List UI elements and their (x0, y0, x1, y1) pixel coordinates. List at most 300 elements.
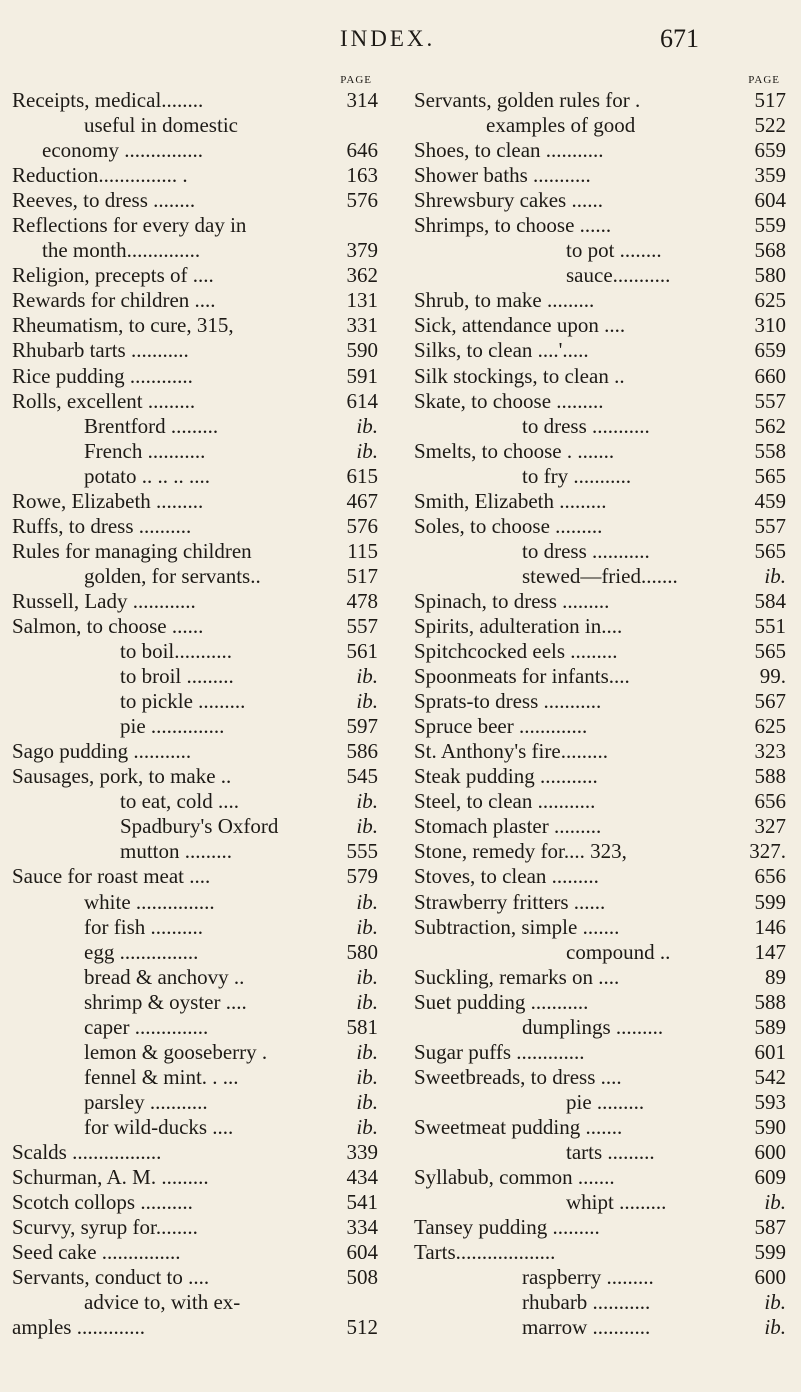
entry-page: 584 (754, 588, 786, 613)
entry-text: Smith, Elizabeth ......... (414, 488, 607, 513)
entry-page: 541 (346, 1190, 378, 1215)
entry-page: 310 (754, 313, 786, 338)
entry-text: Spoonmeats for infants.... (414, 664, 630, 689)
index-entry (414, 1065, 786, 1090)
entry-text: Sprats-to dress ........... (414, 689, 602, 714)
index-entry (12, 664, 378, 689)
entry-page: ib. (356, 989, 378, 1014)
entry-text: Reduction............... . (12, 163, 188, 188)
entry-page: ib. (764, 1315, 786, 1340)
index-entry (12, 1115, 378, 1140)
index-entry (12, 489, 378, 514)
entry-text: Sugar puffs ............. (414, 1039, 585, 1064)
index-entry (12, 514, 378, 539)
entry-page: 590 (346, 338, 378, 363)
index-entry (414, 188, 786, 213)
entry-text: Scurvy, syrup for........ (12, 1215, 198, 1240)
index-entry (414, 163, 786, 188)
entry-text: Rolls, excellent ......... (12, 388, 196, 413)
index-entry (12, 1165, 378, 1190)
entry-page: 600 (754, 1265, 786, 1290)
entry-page: ib. (356, 814, 378, 839)
index-entry (414, 915, 786, 940)
index-entry (414, 864, 786, 889)
entry-page: 615 (346, 463, 378, 488)
entry-text: Sago pudding ........... (12, 739, 192, 764)
entry-page: 522 (754, 113, 786, 138)
entry-text: Rhubarb tarts ........... (12, 338, 189, 363)
entry-page: 557 (754, 388, 786, 413)
entry-page: 557 (754, 513, 786, 538)
index-entry (12, 1040, 378, 1065)
entry-page: ib. (356, 689, 378, 714)
index-entry (414, 764, 786, 789)
index-entry (414, 1190, 786, 1215)
entry-text: Silk stockings, to clean .. (414, 363, 625, 388)
index-entry (414, 839, 786, 864)
entry-text: Spruce beer ............. (414, 714, 588, 739)
entry-page: 576 (346, 513, 378, 538)
page-number: 671 (660, 24, 699, 53)
entry-page: 331 (346, 313, 378, 338)
entry-page: ib. (356, 438, 378, 463)
entry-text: Shower baths ........... (414, 163, 591, 188)
entry-page: 600 (754, 1139, 786, 1164)
entry-page: ib. (356, 413, 378, 438)
entry-text: Tansey pudding ......... (414, 1215, 600, 1240)
index-entry (414, 539, 786, 564)
index-column-left (12, 74, 378, 1340)
entry-page: 609 (754, 1165, 786, 1190)
entry-text: Rheumatism, to cure, 315, (12, 313, 234, 338)
entry-page: 588 (754, 764, 786, 789)
entry-page: 614 (346, 388, 378, 413)
index-entry (12, 915, 378, 940)
index-entry (12, 1315, 378, 1340)
entry-page: 581 (346, 1014, 378, 1039)
index-entry (414, 589, 786, 614)
entry-page: 587 (754, 1215, 786, 1240)
entry-page: 565 (754, 463, 786, 488)
entry-text: dumplings ......... (522, 1014, 664, 1039)
index-entry (12, 464, 378, 489)
index-entry (12, 364, 378, 389)
index-entry (414, 489, 786, 514)
entry-page: 545 (346, 764, 378, 789)
entry-text: Sweetbreads, to dress .... (414, 1064, 622, 1089)
index-entry (12, 965, 378, 990)
entry-text: amples ............. (12, 1315, 145, 1340)
entry-page: ib. (356, 664, 378, 689)
index-column-right (414, 74, 786, 1340)
entry-text: Strawberry fritters ...... (414, 889, 606, 914)
index-entry (12, 1065, 378, 1090)
entry-text: Spitchcocked eels ......... (414, 639, 618, 664)
entry-text: Rowe, Elizabeth ......... (12, 488, 204, 513)
index-entry (414, 464, 786, 489)
index-entry (12, 238, 378, 263)
entry-page: 339 (346, 1139, 378, 1164)
entry-text: Subtraction, simple ....... (414, 914, 620, 939)
index-entry (414, 1165, 786, 1190)
entry-text: Rice pudding ............ (12, 363, 193, 388)
index-entry (12, 714, 378, 739)
entry-page: ib. (356, 964, 378, 989)
entry-page: 542 (754, 1064, 786, 1089)
entry-page: 147 (754, 939, 786, 964)
entry-text: Shrewsbury cakes ...... (414, 188, 603, 213)
entry-page: 588 (754, 989, 786, 1014)
entry-page: 89 (765, 964, 786, 989)
index-entry (414, 138, 786, 163)
index-entry (414, 1215, 786, 1240)
index-entry (12, 639, 378, 664)
entry-text: tarts ......... (566, 1139, 655, 1164)
index-entry (414, 714, 786, 739)
index-entry (12, 338, 378, 363)
entry-text: Ruffs, to dress .......... (12, 513, 192, 538)
index-entry (12, 288, 378, 313)
index-entry (12, 138, 378, 163)
entry-text: Stone, remedy for.... 323, (414, 839, 627, 864)
entry-text: Spadbury's Oxford (120, 814, 279, 839)
entry-page: 359 (754, 163, 786, 188)
index-entry (12, 890, 378, 915)
index-entry (12, 389, 378, 414)
entry-text: Stomach plaster ......... (414, 814, 602, 839)
index-entry (414, 1090, 786, 1115)
entry-text: bread & anchovy .. (84, 964, 245, 989)
entry-page: 163 (346, 163, 378, 188)
entry-text: Spinach, to dress ......... (414, 588, 610, 613)
index-entry (414, 614, 786, 639)
entry-page: 625 (754, 288, 786, 313)
entry-text: rhubarb ........... (522, 1290, 651, 1315)
entry-text: Salmon, to choose ...... (12, 613, 204, 638)
entry-page: 323 (754, 739, 786, 764)
page-column-label: PAGE (340, 74, 372, 86)
running-header (0, 14, 801, 54)
entry-text: French ........... (84, 438, 206, 463)
entry-text: Silks, to clean ....'..... (414, 338, 589, 363)
entry-text: Skate, to choose ......... (414, 388, 604, 413)
entry-text: economy ............... (42, 138, 203, 163)
entry-text: Reeves, to dress ........ (12, 188, 196, 213)
entry-page: 565 (754, 639, 786, 664)
entry-page: 601 (754, 1039, 786, 1064)
entry-page: ib. (356, 1039, 378, 1064)
index-entry (414, 213, 786, 238)
entry-page: 589 (754, 1014, 786, 1039)
index-entry (12, 1215, 378, 1240)
entry-text: Seed cake ............... (12, 1240, 181, 1265)
entry-page: 580 (346, 939, 378, 964)
entry-page: 508 (346, 1265, 378, 1290)
entry-page: 517 (346, 563, 378, 588)
entry-text: Shoes, to clean ........... (414, 138, 604, 163)
entry-text: pie .............. (120, 714, 225, 739)
entry-page: ib. (356, 914, 378, 939)
entry-page: 586 (346, 739, 378, 764)
index-entry (414, 439, 786, 464)
entry-page: 334 (346, 1215, 378, 1240)
entry-page: 604 (754, 188, 786, 213)
entry-text: Shrimps, to choose ...... (414, 213, 612, 238)
index-entry (414, 364, 786, 389)
entry-page: 478 (346, 588, 378, 613)
entry-text: to eat, cold .... (120, 789, 239, 814)
entry-text: Receipts, medical........ (12, 88, 204, 112)
entry-page: 568 (754, 238, 786, 263)
entry-text: pie ......... (566, 1089, 645, 1114)
entry-page: ib. (356, 789, 378, 814)
entry-page: 656 (754, 789, 786, 814)
index-entry (12, 614, 378, 639)
index-entry (414, 814, 786, 839)
entry-page: 599 (754, 889, 786, 914)
entry-text: Sauce for roast meat .... (12, 864, 211, 889)
index-entry (414, 1140, 786, 1165)
index-entry (12, 263, 378, 288)
index-entry (414, 965, 786, 990)
entry-page: 379 (346, 238, 378, 263)
index-entry (12, 1240, 378, 1265)
entry-text: parsley ........... (84, 1089, 208, 1114)
index-entry (414, 1015, 786, 1040)
entry-page: ib. (356, 1064, 378, 1089)
index-entry (414, 639, 786, 664)
entry-page: 558 (754, 438, 786, 463)
entry-page: 576 (346, 188, 378, 213)
entry-page: 599 (754, 1240, 786, 1265)
index-entry (414, 313, 786, 338)
page-column-label: PAGE (748, 74, 780, 86)
entry-page: ib. (764, 1290, 786, 1315)
entry-text: stewed—fried....... (522, 563, 678, 588)
entry-page: 551 (754, 613, 786, 638)
entry-text: useful in domestic (84, 113, 238, 138)
index-entry (12, 1015, 378, 1040)
entry-page: 565 (754, 538, 786, 563)
entry-text: Reflections for every day in (12, 213, 247, 238)
index-entry (414, 288, 786, 313)
entry-page: 597 (346, 714, 378, 739)
entry-page: ib. (356, 1089, 378, 1114)
entry-text: Russell, Lady ............ (12, 588, 196, 613)
entry-page: 115 (347, 538, 378, 563)
index-entry (12, 940, 378, 965)
index-entry (12, 113, 378, 138)
index-entry (12, 1290, 378, 1315)
entry-text: Schurman, A. M. ......... (12, 1165, 209, 1190)
index-entry (12, 864, 378, 889)
entry-text: Scotch collops .......... (12, 1190, 193, 1215)
index-entry (12, 439, 378, 464)
entry-page: 656 (754, 864, 786, 889)
entry-page: 459 (754, 488, 786, 513)
entry-text: Rules for managing children (12, 538, 252, 563)
index-entry (12, 1190, 378, 1215)
index-entry (414, 739, 786, 764)
entry-text: Suckling, remarks on .... (414, 964, 620, 989)
entry-page: 467 (346, 488, 378, 513)
entry-text: Suet pudding ........... (414, 989, 589, 1014)
index-entry (12, 1265, 378, 1290)
entry-page: 590 (754, 1114, 786, 1139)
entry-text: fennel & mint. . ... (84, 1064, 239, 1089)
entry-text: egg ............... (84, 939, 199, 964)
index-entry (414, 263, 786, 288)
entry-text: mutton ......... (120, 839, 233, 864)
index-entry (414, 890, 786, 915)
entry-page: 579 (346, 864, 378, 889)
index-entry (414, 238, 786, 263)
entry-page: 434 (346, 1165, 378, 1190)
index-entry (414, 1315, 786, 1340)
index-entry (12, 789, 378, 814)
entry-text: Syllabub, common ....... (414, 1165, 615, 1190)
index-entry (12, 739, 378, 764)
index-entry (12, 539, 378, 564)
index-entry (12, 564, 378, 589)
entry-page: ib. (764, 1190, 786, 1215)
entry-text: Sick, attendance upon .... (414, 313, 626, 338)
entry-page: 561 (346, 639, 378, 664)
entry-text: to dress ........... (522, 413, 650, 438)
entry-page: 131 (346, 288, 378, 313)
entry-text: compound .. (566, 939, 671, 964)
entry-text: advice to, with ex- (84, 1290, 241, 1315)
entry-page: 557 (346, 613, 378, 638)
entry-page: 646 (346, 138, 378, 163)
entry-text: for fish .......... (84, 914, 203, 939)
entry-page: 512 (346, 1315, 378, 1340)
index-entry (12, 589, 378, 614)
entry-text: golden, for servants.. (84, 563, 261, 588)
entry-text: to fry ........... (522, 463, 632, 488)
entry-page: 659 (754, 138, 786, 163)
entry-text: Servants, conduct to .... (12, 1265, 210, 1290)
entry-text: Spirits, adulteration in.... (414, 613, 623, 638)
entry-text: examples of good (486, 113, 636, 138)
index-entry (12, 163, 378, 188)
index-heading: INDEX. (340, 26, 436, 51)
entry-page: 99. (759, 664, 786, 689)
index-entry (414, 338, 786, 363)
index-entry (414, 689, 786, 714)
entry-text: Sweetmeat pudding ....... (414, 1114, 623, 1139)
entry-text: Scalds ................. (12, 1139, 162, 1164)
entry-text: whipt ......... (566, 1190, 667, 1215)
entry-text: Rewards for children .... (12, 288, 216, 313)
index-entry (414, 940, 786, 965)
index-entry (12, 814, 378, 839)
index-entry (12, 188, 378, 213)
index-entry (12, 1090, 378, 1115)
entry-text: to dress ........... (522, 538, 650, 563)
index-entry (414, 113, 786, 138)
index-entry (12, 1140, 378, 1165)
entry-page: ib. (356, 889, 378, 914)
index-entry (12, 839, 378, 864)
entry-text: Soles, to choose ......... (414, 513, 603, 538)
entry-text: Steel, to clean ........... (414, 789, 596, 814)
entry-page: 327 (754, 814, 786, 839)
entry-page: 567 (754, 689, 786, 714)
index-entry (414, 1265, 786, 1290)
entry-text: shrimp & oyster .... (84, 989, 247, 1014)
entry-page: 660 (754, 363, 786, 388)
index-entry (12, 764, 378, 789)
entry-text: marrow ........... (522, 1315, 651, 1340)
index-entry (12, 414, 378, 439)
entry-page: ib. (356, 1114, 378, 1139)
entry-page: 591 (346, 363, 378, 388)
index-entry (12, 213, 378, 238)
entry-text: for wild-ducks .... (84, 1114, 234, 1139)
entry-page: 327. (749, 839, 786, 864)
index-entry (414, 1040, 786, 1065)
index-entry (12, 689, 378, 714)
index-entry (414, 1290, 786, 1315)
index-entry (12, 990, 378, 1015)
entry-page: 562 (754, 413, 786, 438)
entry-page: 625 (754, 714, 786, 739)
entry-page: ib. (764, 563, 786, 588)
entry-text: Religion, precepts of .... (12, 263, 214, 288)
entry-text: to boil........... (120, 639, 233, 664)
index-entry (414, 389, 786, 414)
index-entry (414, 1115, 786, 1140)
index-entry (414, 664, 786, 689)
entry-text: sauce........... (566, 263, 671, 288)
entry-page: 362 (346, 263, 378, 288)
index-entry (414, 789, 786, 814)
entry-page: 555 (346, 839, 378, 864)
entry-page: 146 (754, 914, 786, 939)
entry-text: raspberry ......... (522, 1265, 654, 1290)
entry-text: Servants, golden rules for . (414, 88, 641, 112)
entry-text: Steak pudding ........... (414, 764, 598, 789)
entry-page: 517 (754, 88, 786, 112)
index-entry (414, 564, 786, 589)
index-entry (12, 88, 378, 113)
index-entry (414, 514, 786, 539)
entry-text: Brentford ......... (84, 413, 219, 438)
index-entry (414, 990, 786, 1015)
entry-text: to broil ......... (120, 664, 234, 689)
entry-text: potato .. .. .. .... (84, 463, 210, 488)
entry-text: Stoves, to clean ......... (414, 864, 599, 889)
index-entry (414, 414, 786, 439)
entry-text: to pickle ......... (120, 689, 246, 714)
entry-text: St. Anthony's fire......... (414, 739, 608, 764)
entry-text: Smelts, to choose . ....... (414, 438, 615, 463)
entry-text: caper .............. (84, 1014, 209, 1039)
entry-text: Tarts................... (414, 1240, 556, 1265)
entry-page: 659 (754, 338, 786, 363)
index-entry (414, 1240, 786, 1265)
entry-page: 559 (754, 213, 786, 238)
entry-text: Sausages, pork, to make .. (12, 764, 232, 789)
entry-page: 314 (346, 88, 378, 112)
entry-page: 604 (346, 1240, 378, 1265)
entry-text: Shrub, to make ......... (414, 288, 595, 313)
index-entry (12, 313, 378, 338)
entry-text: the month.............. (42, 238, 201, 263)
entry-text: white ............... (84, 889, 215, 914)
entry-text: lemon & gooseberry . (84, 1039, 268, 1064)
